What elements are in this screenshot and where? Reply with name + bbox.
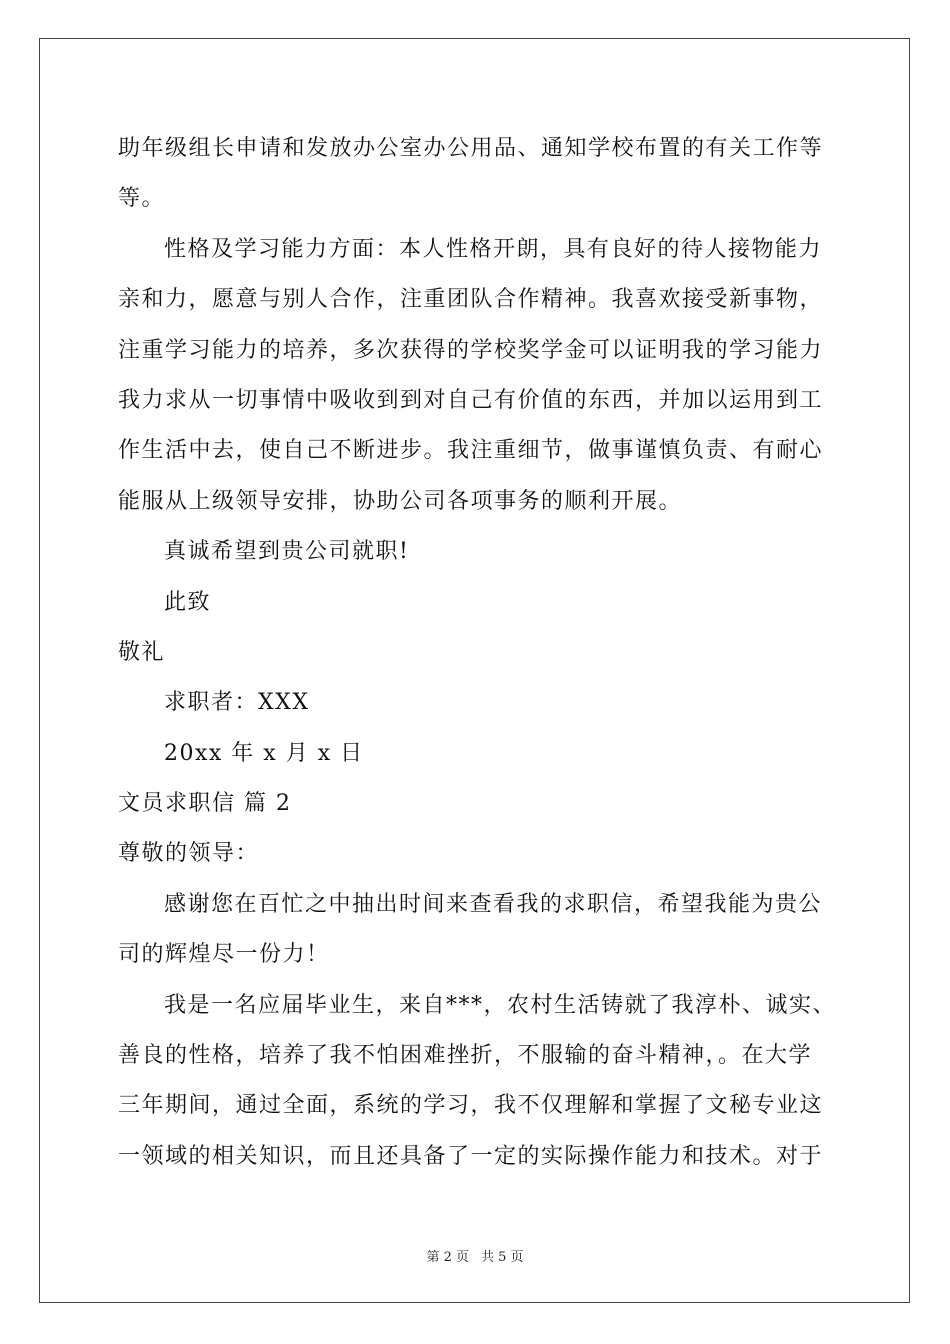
text-line-2: 等。 bbox=[118, 186, 166, 212]
text-line-17: 司的辉煌尽一份力！ bbox=[118, 942, 330, 968]
applicant-signature: 求职者：XXX bbox=[164, 690, 310, 716]
greeting: 尊敬的领导： bbox=[118, 841, 260, 867]
text-line-1: 助年级组长申请和发放办公室办公用品、通知学校布置的有关工作等 bbox=[118, 136, 824, 161]
text-line-21: 一领域的相关知识，而且还具备了一定的实际操作能力和技术。对于 bbox=[118, 1143, 824, 1169]
text-line-7: 作生活中去，使自己不断进步。我注重细节，做事谨慎负责、有耐心 bbox=[118, 438, 824, 464]
salutation-closing: 此致 bbox=[164, 589, 212, 615]
text-line-6: 我力求从一切事情中吸收到到对自己有价值的东西，并加以运用到工 bbox=[118, 387, 824, 413]
document-body bbox=[118, 124, 838, 1182]
letter-date: 20xx 年 x 月 x 日 bbox=[164, 740, 364, 766]
text-line-19: 善良的性格，培养了我不怕困难挫折，不服输的奋斗精神，。在大学 bbox=[118, 1043, 813, 1069]
text-line-3: 性格及学习能力方面：本人性格开朗，具有良好的待人接物能力 bbox=[164, 236, 823, 262]
page-number: 第 2 页 bbox=[426, 1250, 469, 1265]
text-line-18: 我是一名应届毕业生，来自***，农村生活铸就了我淳朴、诚实、 bbox=[164, 992, 837, 1018]
text-line-4: 亲和力，愿意与别人合作，注重团队合作精神。我喜欢接受新事物， bbox=[118, 287, 824, 313]
page-total: 共 5 页 bbox=[481, 1250, 524, 1265]
section-heading: 文员求职信 篇 2 bbox=[118, 791, 292, 817]
page-footer bbox=[0, 1246, 950, 1265]
text-line-16: 感谢您在百忙之中抽出时间来查看我的求职信，希望我能为贵公 bbox=[164, 891, 823, 917]
salutation-regards: 敬礼 bbox=[118, 639, 166, 665]
text-line-5: 注重学习能力的培养，多次获得的学校奖学金可以证明我的学习能力 bbox=[118, 337, 824, 363]
text-line-20: 三年期间，通过全面，系统的学习，我不仅理解和掌握了文秘专业这 bbox=[118, 1093, 824, 1119]
text-line-8: 能服从上级领导安排，协助公司各项事务的顺利开展。 bbox=[118, 488, 683, 514]
text-line-9: 真诚希望到贵公司就职! bbox=[164, 539, 410, 565]
